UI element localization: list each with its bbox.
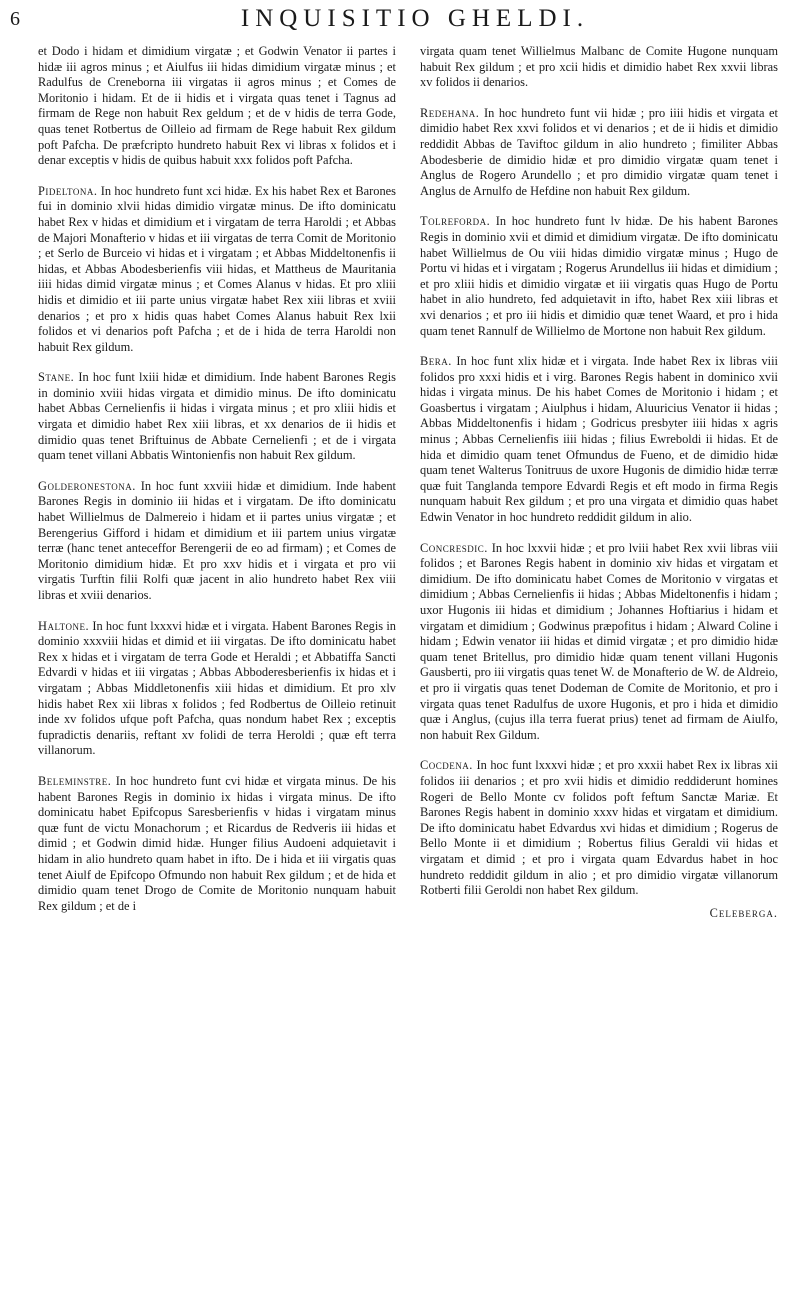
hundred-name: Cocdena. xyxy=(420,758,473,773)
hundred-name: Stane. xyxy=(38,370,75,385)
paragraph-text: In hoc hundreto funt lv hidæ. De his habent Barones Regis in dominio xvii et dimid et dimidium virgatæ. De ifto dominicatu habet Willielmus de Ou viii hidas dimidio virgatæ minus ; Hugo de Portu vi hidas et i virgatam ; Rogerus Arundellus iii hidas et dimidium ; et pro xliii hidis et dimidio virgatæ et iii virgatis quas Hugo de Portu habet in alio hundreto, fed adquietavit in ifto, habet Rex xiii libras et xvi denarios ; et pro iii hidis et dimidio quæ tenet Waard, et pro i hida quam tenet Rannulf de Willielmo de Mortone non habuit Rex gildum. xyxy=(420,214,778,338)
hundred-name: Golderonestona. xyxy=(38,478,136,493)
paragraph-text: et Dodo i hidam et dimidium virgatæ ; et Godwin Venator ii partes i hidæ iii agros minus ; et Aiulfus iii hidas dimidium virgatæ minus ; et Radulfus de Creneborna iii virgatas ii agros minus ; et Comes de Moritonio i hidam. Et de ii hidis et i virgata quas tenet i Tagnus ad firmam de Rege non habuit Rex geldum ; et de v hidis de terra Gode, quas tenet Rotbertus de Oilleio ad firmam de Rege habuit Rex gildum poft Pafcha. De præfcripto hundreto habuit Rex vi libras x folidos et i denar exceptis v hidis de quibus habuit xxx folidos poft Pafcha. xyxy=(38,44,396,168)
paragraph-text: In hoc lxxvii hidæ ; et pro lviii habet Rex xvii libras viii folidos ; et Barones Regis habent in dominio xiv hidas et virgatam et dimidium. De ifto dominicatu habet Comes de Moritonio v virgatas et dimidium ; Abbas Cernelienfis ii hidas ; Abbas Mideltonenfis i hidam ; uxor Hugonis iii hidas et dimidium ; Johannes Hoftiarius i hidam et virgatam et dimidium ; Godwinus præpofitus i hidam ; Alward Coline i hidam ; Edwin venator iii hidas et dimid virgatæ ; et pro dimidio hidæ quam tenet Britellus, pro dimidio hidæ quam tenent villani Hugonis Gausberti, pro iii virgatis quas tenet W. de Monafterio de W. de Aldreio, et pro ii virgatis quas tenet Dodeman de Comite de Moritonio, et pro i virgata quas tenet Radulfus de uxore Hugonis, et pro i hida et dimidio quæ i Anglus, (cujus illa terra fuerat prius) tenet ad firmam de Aiulfo, non habuit Rex Gildum. xyxy=(420,540,778,742)
paragraph xyxy=(38,44,396,169)
hundred-name: Pideltona. xyxy=(38,183,98,198)
paragraph xyxy=(420,354,778,526)
paragraph xyxy=(38,184,396,356)
paragraph-text: In hoc funt lxxxvi hidæ ; et pro xxxii habet Rex ix libras xii folidos iii denarios ; et pro xvii hidis et dimidio reddiderunt homines Rogeri de Bello Monte cv folidos poft feftum Sanctæ Mariæ. Et Barones Regis habent in dominio xxxv hidas et virgatam et dimidium. De ifto dominicatu habet Edvardus xvi hidas et dimidium ; Rogerus de Bello Monte ii et dimidium ; Robertus filius Geraldi vii hidas et virgatam et dimid ; et pro i virgata quam Edvardus habet in hoc hundreto reddidit gildum in alio ; et pro dimidio virgatæ villanorum Rotberti filii Geroldi non habet Rex gildum. xyxy=(420,758,778,898)
hundred-name: Bera. xyxy=(420,354,452,369)
paragraph-text: In hoc funt xlix hidæ et i virgata. Inde habet Rex ix libras viii folidos pro xxxi hidis et i virg. Barones Regis habent in dominico xvii hidas i virgata minus. De his habet Comes de Moritonio i hidam ; et Goasbertus i virgatam ; Aiulphus i hidam, Aluuricius Venator ii hidas ; Abbas Middeltonenfis i hidam ; Godricus presbyter iiii hidas x agris minus ; Abbas Cernelienfis iiii hidas ; filius Ewreboldi ii hidas. Et de hida et dimidio quam tenet Ofmundus de Fueno, et de dimidio hidæ quam tenet Walterus Tonitruus de uxore Hugonis de dimidio hidæ terræ quæ fuit Tanglanda tempore Edvardi Regis et eft modo in firma Regis nunquam habuit Rex gildum ; et pro una virgata et dimidio quas habet Edwin Venator in hoc hundreto reddidit gildum in alio. xyxy=(420,354,778,525)
catchword: Celeberga. xyxy=(709,905,778,920)
paragraph-text: In hoc hundreto funt vii hidæ ; pro iiii hidis et virgata et dimidio habet Rex xxvi folidos et vi denarios ; et de ii hidis et dimidio reddidit Abbas de Taviftoc gildum in alio hundreto ; fimiliter Abbas Abodesberie de dimidio hidæ et pro dimidio virgatæ quam tenet i Anglus de Rogero Arundello ; et pro dimidio virgatæ quam tenet i Anglus de Arnulfo de Hefdine non habuit Rex gildum. xyxy=(420,105,778,198)
paragraph xyxy=(38,479,396,604)
hundred-name: Tolreforda. xyxy=(420,214,491,229)
paragraph xyxy=(420,541,778,744)
hundred-name: Redehana. xyxy=(420,105,480,120)
paragraph xyxy=(38,619,396,759)
paragraph xyxy=(38,774,396,914)
hundred-name: Concresdic. xyxy=(420,540,488,555)
text-columns xyxy=(38,44,778,1304)
paragraph xyxy=(420,214,778,339)
paragraph-text: In hoc hundreto funt xci hidæ. Ex his habet Rex et Barones fui in dominio xlvii hidas dimidio virgatæ minus. De ifto dominicatu habet Rex v hidas et dimidium et i virgatam de terra Haroldi ; et Abbas de Majori Monafterio v hidas et iii virgatas de terra Comit de Moritonio ; et Serlo de Burceio vi hidas et i virgatam ; et Abbas Middeltonenfis ii hidas, et Abbas Abodesberienfis viii hidas, et Mattheus de Mauritania iiii hidas dimid virgatæ minus ; et Comes Alanus v hidas. Et pro xliii hidis et dimidio et iii parte unius virgatæ habet Rex xiii libras et xviii denarios ; et pro x hidis quas habet Comes Alanus habuit Rex lxii folidos et vi denarios poft Pafcha ; et de i hida de terra Haroldi non habuit Rex gildum. xyxy=(38,183,396,354)
paragraph xyxy=(420,44,778,91)
paragraph xyxy=(38,370,396,464)
page-number: 6 xyxy=(10,8,20,30)
paragraph-text: In hoc hundreto funt cvi hidæ et virgata minus. De his habent Barones Regis in dominio ix hidas i virgata minus. De ifto dominicatu habet Epifcopus Saresberienfis v hidas i virgatam minus quæ funt de victu Monachorum ; et Ricardus de Redveris iii hidas et dimid ; et Godwin dimid hidæ. Hunger filius Audoeni adquietavit i hidam in alio hundreto quam habet in ifto. De i hida et iii virgatis quas tenet Aiulf de Epifcopo Ofmundo non habuit Rex gildum ; et de hida et dimidio quam tenet Drogo de Comite de Moritonio nunquam habuit Rex gildum ; et de i xyxy=(38,773,396,913)
paragraph-text: In hoc funt xxviii hidæ et dimidium. Inde habent Barones Regis in dominio iii hidas et i virgatam. De ifto dominicatu habet Willielmus de Dalmereio i hidam et ii partes unius virgatæ ; et Berengerius Gifford i hidam et dimidium et iii partem unius virgatæ terræ (hanc tenet anteceffor Berengerii de eo ad firmam) ; et Comes de Moritonio dimidium hidæ. Et pro xxv hidis et i virgata et pro vii virgatis Turftin filii Rolfi quæ jacent in alio hundreto habet Rex viii libras et xviii denarios. xyxy=(38,478,396,602)
right-column xyxy=(420,44,778,1304)
paragraph-text: In hoc funt lxxxvi hidæ et i virgata. Habent Barones Regis in dominio xxxviii hidas et dimid et iii virgatas. De ifto dominicatu habet Rex x hidas et i virgatam de terra Gode et Heraldi ; et Abbatiffa Sancti Edvardi v hidas et iii virgatas ; Abbas Abboderesberienfis ix hidas et i virgatam ; Abbas Middletonenfis xiii hidas et dimidium. Et pro xlv hidis habet Rex xii libras x folidos ; fed Rodbertus de Oilleio retinuit inde xv folidos ufque poft Pafcha, quas nondum habet Rex ; exceptis fupradictis denariis, reftant xv folidi de terra Heroldi ; quæ eft terra villanorum. xyxy=(38,618,396,758)
paragraph xyxy=(420,106,778,200)
paragraph xyxy=(420,758,778,898)
hundred-name: Haltone. xyxy=(38,618,90,633)
page-header xyxy=(10,4,790,34)
left-column xyxy=(38,44,396,1304)
paragraph-text: In hoc funt lxiii hidæ et dimidium. Inde habent Barones Regis in dominio xviii hidas virgata et dimidio minus. De ifto dominicatu habet Abbas Cernelienfis ii hidas i virgata minus ; et pro xliii hidis et virgata et dimidio habet Rex xiii libras, et xx denarios de ii hidis et dimidio quas tenet Briftuinus de Abbate Cernelienfi ; et de i virgata quam tenet villani Abbatis Wintonienfis non habuit Rex gildum. xyxy=(38,370,396,463)
hundred-name: Beleminstre. xyxy=(38,773,112,788)
running-title: INQUISITIO GHELDI. xyxy=(240,5,590,32)
paragraph-text: virgata quam tenet Willielmus Malbanc de Comite Hugone nunquam habuit Rex gildum ; et pro xcii hidis et dimidio habet Rex xxvii libras xv folidos ii denarios. xyxy=(420,44,778,90)
